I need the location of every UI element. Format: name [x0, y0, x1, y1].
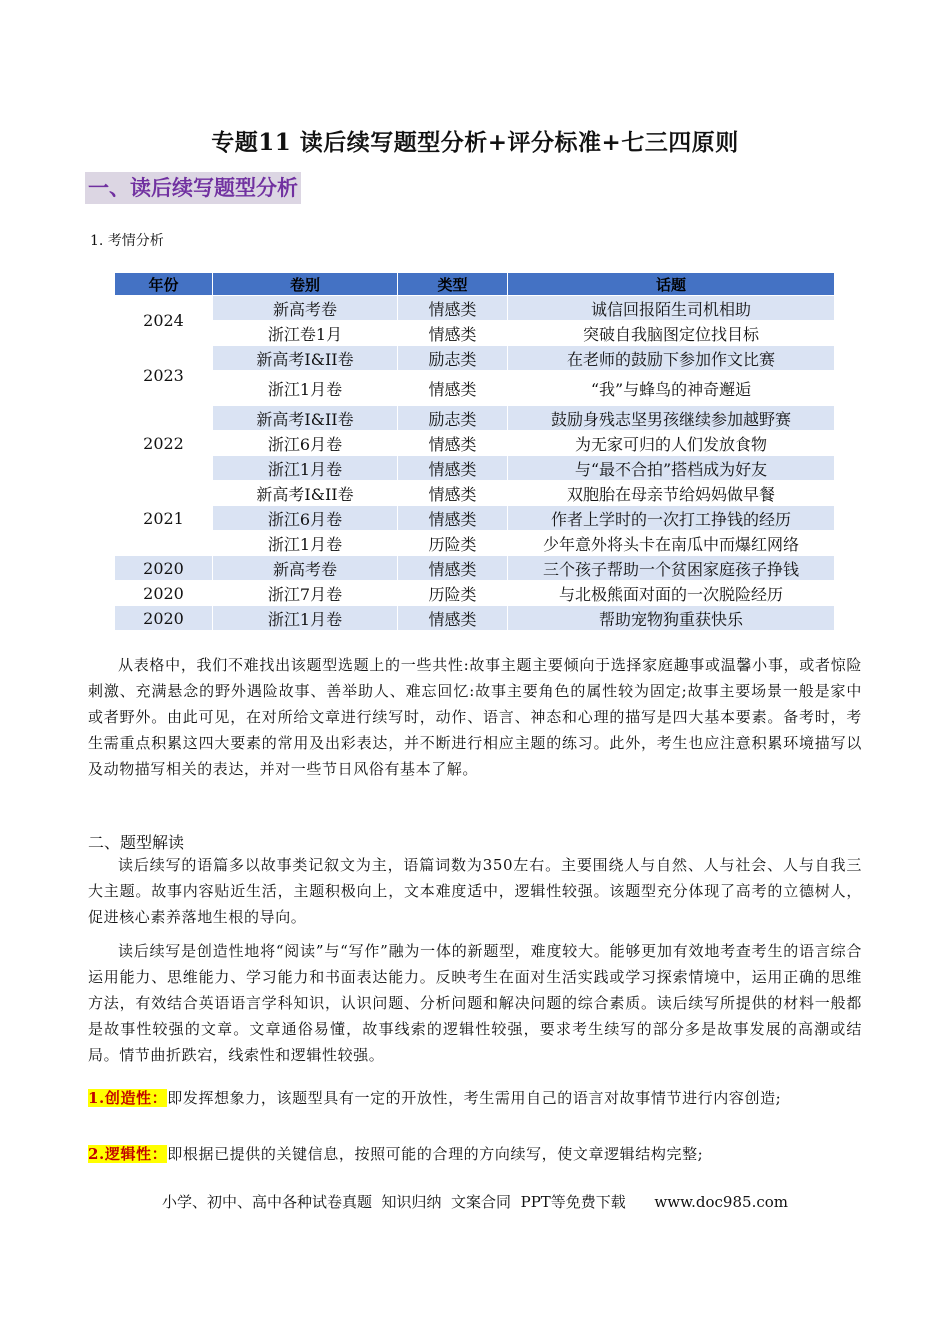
paper-cell: 新高考I&II卷 [213, 406, 398, 431]
subheading-exam-analysis: 1. 考情分析 [90, 233, 164, 249]
type-cell: 情感类 [398, 296, 508, 321]
topic-cell: 帮助宠物狗重获快乐 [508, 606, 835, 631]
section-heading-interpretation: 二、题型解读 [88, 833, 185, 852]
table-row [115, 581, 835, 606]
table-row [115, 481, 835, 506]
type-cell: 情感类 [398, 371, 508, 406]
year-cell: 2020 [115, 606, 213, 631]
paper-cell: 浙江1月卷 [213, 371, 398, 406]
analysis-paragraph: 从表格中，我们不难找出该题型选题上的一些共性:故事主题主要倾向于选择家庭趣事或温馨小事，或者惊险刺激、充满悬念的野外遇险故事、善举助人、难忘回忆:故事主要角色的属性较为固定;故事主要场景一般是家中或者野外。由此可见，在对所给文章进行续写时，动作、语言、神态和心理的描写是四大基本要素。备考时，考生需重点积累这四大要素的常用及出彩表达，并不断进行相应主题的练习。此外，考生也应注意积累环境描写以及动物描写相关的表达，并对一些节日风俗有基本了解。 [88, 656, 862, 778]
header-year: 年份 [115, 273, 213, 296]
topic-cell: 在老师的鼓励下参加作文比赛 [508, 346, 835, 371]
interpretation-paragraph-1: 读后续写的语篇多以故事类记叙文为主，语篇词数为350左右。主要围绕人与自然、人与社会、人与自我三大主题。故事内容贴近生活，主题积极向上，文本难度适中，逻辑性较强。该题型充分体现了高考的立德树人，促进核心素养落地生根的导向。 [88, 856, 862, 926]
type-cell: 情感类 [398, 456, 508, 481]
paper-cell: 新高考卷 [213, 296, 398, 321]
topic-cell: 少年意外将头卡在南瓜中而爆红网络 [508, 531, 835, 556]
topic-cell: 鼓励身残志坚男孩继续参加越野赛 [508, 406, 835, 431]
topic-cell: 突破自我脑图定位找目标 [508, 321, 835, 346]
table-row [115, 371, 835, 406]
topic-cell: 双胞胎在母亲节给妈妈做早餐 [508, 481, 835, 506]
type-cell: 历险类 [398, 531, 508, 556]
point-logic-label: 2.逻辑性： [88, 1145, 168, 1163]
type-cell: 情感类 [398, 431, 508, 456]
table-row [115, 321, 835, 346]
paper-cell: 浙江6月卷 [213, 431, 398, 456]
paper-cell: 浙江7月卷 [213, 581, 398, 606]
paper-cell: 新高考I&II卷 [213, 481, 398, 506]
header-paper: 卷别 [213, 273, 398, 296]
page-footer: 小学、初中、高中各种试卷真题 知识归纳 文案合同 PPT等免费下载 www.doc985.com [161, 1193, 788, 1211]
table-header-row [115, 273, 835, 296]
type-cell: 情感类 [398, 556, 508, 581]
paper-cell: 浙江卷1月 [213, 321, 398, 346]
year-cell: 2020 [115, 581, 213, 606]
topic-cell: 诚信回报陌生司机相助 [508, 296, 835, 321]
year-cell: 2022 [115, 406, 213, 481]
paper-cell: 浙江1月卷 [213, 456, 398, 481]
table-row [115, 556, 835, 581]
year-cell: 2021 [115, 481, 213, 556]
section-heading-analysis: 一、读后续写题型分析 [85, 172, 301, 204]
topic-cell: “我”与蜂鸟的神奇邂逅 [508, 371, 835, 406]
type-cell: 情感类 [398, 506, 508, 531]
header-type: 类型 [398, 273, 508, 296]
year-cell: 2024 [115, 296, 213, 346]
paper-cell: 新高考卷 [213, 556, 398, 581]
topic-cell: 为无家可归的人们发放食物 [508, 431, 835, 456]
type-cell: 情感类 [398, 606, 508, 631]
table-row [115, 346, 835, 371]
point-creativity [88, 1085, 862, 1111]
type-cell: 情感类 [398, 321, 508, 346]
point-creativity-text: 即发挥想象力，该题型具有一定的开放性，考生需用自己的语言对故事情节进行内容创造; [167, 1089, 782, 1107]
point-logic [88, 1141, 862, 1167]
interpretation-paragraph-2: 读后续写是创造性地将“阅读”与“写作”融为一体的新题型，难度较大。能够更加有效地考查考生的语言综合运用能力、思维能力、学习能力和书面表达能力。反映考生在面对生活实践或学习探索情境中，运用正确的思维方法，有效结合英语语言学科知识，认识问题、分析问题和解决问题的综合素质。读后续写所提供的材料一般都是故事性较强的文章。文章通俗易懂，故事线索的逻辑性较强，要求考生续写的部分多是故事发展的高潮或结局。情节曲折跌宕，线索性和逻辑性较强。 [88, 942, 862, 1064]
table-row [115, 456, 835, 481]
topic-cell: 与“最不合拍”搭档成为好友 [508, 456, 835, 481]
point-creativity-label: 1.创造性： [88, 1089, 168, 1107]
header-topic: 话题 [508, 273, 835, 296]
paper-cell: 浙江1月卷 [213, 531, 398, 556]
exam-analysis-table [114, 272, 835, 631]
table-row [115, 431, 835, 456]
topic-cell: 作者上学时的一次打工挣钱的经历 [508, 506, 835, 531]
point-logic-text: 即根据已提供的关键信息，按照可能的合理的方向续写，使文章逻辑结构完整; [167, 1145, 704, 1163]
type-cell: 情感类 [398, 481, 508, 506]
type-cell: 励志类 [398, 346, 508, 371]
topic-cell: 与北极熊面对面的一次脱险经历 [508, 581, 835, 606]
table-row [115, 606, 835, 631]
paper-cell: 新高考I&II卷 [213, 346, 398, 371]
paper-cell: 浙江1月卷 [213, 606, 398, 631]
table-row [115, 506, 835, 531]
year-cell: 2023 [115, 346, 213, 406]
paper-cell: 浙江6月卷 [213, 506, 398, 531]
type-cell: 历险类 [398, 581, 508, 606]
topic-cell: 三个孩子帮助一个贫困家庭孩子挣钱 [508, 556, 835, 581]
table-row [115, 406, 835, 431]
table-row [115, 296, 835, 321]
year-cell: 2020 [115, 556, 213, 581]
type-cell: 励志类 [398, 406, 508, 431]
table-row [115, 531, 835, 556]
page-title: 专题11 读后续写题型分析+评分标准+七三四原则 [211, 129, 739, 156]
